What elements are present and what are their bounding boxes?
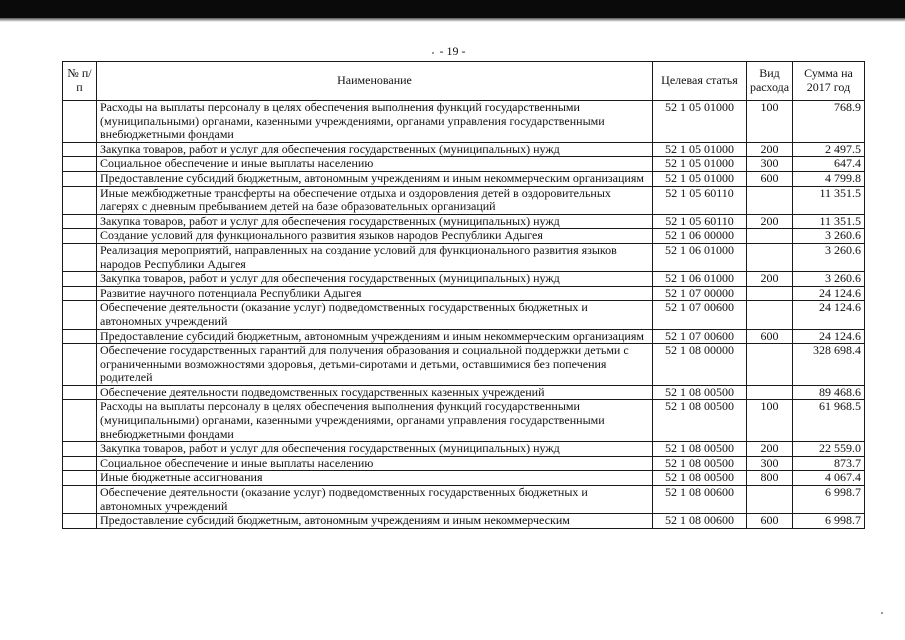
cell-sum: 873.7 (793, 456, 865, 471)
cell-name: Социальное обеспечение и иные выплаты населению (97, 456, 653, 471)
cell-num (63, 272, 97, 287)
cell-num (63, 456, 97, 471)
header-article: Целевая статья (653, 62, 747, 101)
table-row (63, 101, 865, 143)
cell-target-article: 52 1 08 00500 (653, 456, 747, 471)
page-number: - 19 - (439, 44, 466, 58)
cell-expense-kind (747, 186, 793, 214)
cell-target-article: 52 1 08 00600 (653, 486, 747, 514)
cell-target-article: 52 1 07 00600 (653, 329, 747, 344)
cell-sum: 11 351.5 (793, 214, 865, 229)
table-row (63, 385, 865, 400)
table-row (63, 514, 865, 529)
scan-speck (881, 612, 883, 614)
budget-table (62, 61, 865, 529)
cell-sum: 3 260.6 (793, 243, 865, 271)
cell-sum: 11 351.5 (793, 186, 865, 214)
cell-target-article: 52 1 07 00600 (653, 301, 747, 329)
table-row (63, 243, 865, 271)
cell-sum: 6 998.7 (793, 486, 865, 514)
cell-expense-kind (747, 286, 793, 301)
cell-target-article: 52 1 08 00500 (653, 385, 747, 400)
cell-sum: 328 698.4 (793, 344, 865, 386)
cell-target-article: 52 1 06 00000 (653, 229, 747, 244)
cell-num (63, 157, 97, 172)
cell-sum: 3 260.6 (793, 272, 865, 287)
cell-name: Развитие научного потенциала Республики Адыгея (97, 286, 653, 301)
cell-num (63, 286, 97, 301)
cell-name: Закупка товаров, работ и услуг для обеспечения государственных (муниципальных) нужд (97, 272, 653, 287)
cell-target-article: 52 1 07 00000 (653, 286, 747, 301)
cell-num (63, 186, 97, 214)
cell-sum: 6 998.7 (793, 514, 865, 529)
cell-num (63, 142, 97, 157)
table-body (63, 101, 865, 529)
table-row (63, 400, 865, 442)
cell-name: Обеспечение государственных гарантий для получения образования и социальной поддержки детьми с ограниченными возможностями здоровья, детьми-сиротами и детьми, оставшимися без попечения родителей (97, 344, 653, 386)
cell-target-article: 52 1 08 00600 (653, 514, 747, 529)
table-header-row (63, 62, 865, 101)
cell-num (63, 101, 97, 143)
header-kind: Вид расхода (747, 62, 793, 101)
scan-top-border (0, 0, 905, 18)
cell-name: Иные бюджетные ассигнования (97, 471, 653, 486)
cell-name: Реализация мероприятий, направленных на создание условий для функционального развития языков народов Республики Адыгея (97, 243, 653, 271)
cell-name: Предоставление субсидий бюджетным, автономным учреждениям и иным некоммерческим организациям (97, 329, 653, 344)
cell-expense-kind: 300 (747, 157, 793, 172)
table-row (63, 344, 865, 386)
cell-sum: 24 124.6 (793, 286, 865, 301)
table-row (63, 186, 865, 214)
table-row (63, 171, 865, 186)
cell-target-article: 52 1 08 00500 (653, 442, 747, 457)
cell-sum: 2 497.5 (793, 142, 865, 157)
cell-expense-kind (747, 344, 793, 386)
cell-sum: 22 559.0 (793, 442, 865, 457)
cell-num (63, 301, 97, 329)
cell-name: Социальное обеспечение и иные выплаты населению (97, 157, 653, 172)
cell-expense-kind: 600 (747, 171, 793, 186)
cell-expense-kind: 100 (747, 400, 793, 442)
cell-num (63, 344, 97, 386)
cell-expense-kind: 200 (747, 442, 793, 457)
cell-expense-kind: 100 (747, 101, 793, 143)
table-row (63, 329, 865, 344)
cell-num (63, 514, 97, 529)
cell-name: Закупка товаров, работ и услуг для обеспечения государственных (муниципальных) нужд (97, 214, 653, 229)
cell-expense-kind: 200 (747, 142, 793, 157)
cell-name: Создание условий для функционального развития языков народов Республики Адыгея (97, 229, 653, 244)
cell-num (63, 471, 97, 486)
table-row (63, 157, 865, 172)
cell-target-article: 52 1 05 01000 (653, 157, 747, 172)
scan-speck (432, 52, 434, 54)
cell-sum: 4 067.4 (793, 471, 865, 486)
cell-target-article: 52 1 06 01000 (653, 243, 747, 271)
cell-name: Обеспечение деятельности (оказание услуг) подведомственных государственных бюджетных и автономных учреждений (97, 301, 653, 329)
table-row (63, 442, 865, 457)
cell-expense-kind (747, 243, 793, 271)
cell-sum: 3 260.6 (793, 229, 865, 244)
cell-expense-kind: 600 (747, 329, 793, 344)
cell-target-article: 52 1 06 01000 (653, 272, 747, 287)
cell-num (63, 243, 97, 271)
cell-name: Закупка товаров, работ и услуг для обеспечения государственных (муниципальных) нужд (97, 442, 653, 457)
cell-num (63, 400, 97, 442)
table-row (63, 301, 865, 329)
header-name: Наименование (97, 62, 653, 101)
cell-name: Обеспечение деятельности (оказание услуг) подведомственных государственных бюджетных и автономных учреждений (97, 486, 653, 514)
cell-num (63, 329, 97, 344)
cell-expense-kind (747, 385, 793, 400)
cell-expense-kind: 300 (747, 456, 793, 471)
cell-name: Предоставление субсидий бюджетным, автономным учреждениям и иным некоммерческим (97, 514, 653, 529)
table-row (63, 486, 865, 514)
cell-sum: 647.4 (793, 157, 865, 172)
table-row (63, 214, 865, 229)
cell-target-article: 52 1 05 60110 (653, 186, 747, 214)
table-row (63, 471, 865, 486)
table-row (63, 272, 865, 287)
header-num: № п/п (63, 62, 97, 101)
cell-num (63, 229, 97, 244)
cell-sum: 24 124.6 (793, 329, 865, 344)
cell-target-article: 52 1 08 00500 (653, 400, 747, 442)
cell-num (63, 214, 97, 229)
cell-expense-kind (747, 301, 793, 329)
cell-sum: 89 468.6 (793, 385, 865, 400)
cell-name: Иные межбюджетные трансферты на обеспечение отдыха и оздоровления детей в оздоровительных лагерях с дневным пребыванием детей на базе образовательных организаций (97, 186, 653, 214)
cell-target-article: 52 1 08 00000 (653, 344, 747, 386)
cell-name: Предоставление субсидий бюджетным, автономным учреждениям и иным некоммерческим организациям (97, 171, 653, 186)
table-row (63, 286, 865, 301)
cell-expense-kind (747, 229, 793, 244)
cell-expense-kind: 200 (747, 272, 793, 287)
cell-expense-kind: 600 (747, 514, 793, 529)
cell-target-article: 52 1 05 01000 (653, 171, 747, 186)
header-sum: Сумма на 2017 год (793, 62, 865, 101)
cell-target-article: 52 1 08 00500 (653, 471, 747, 486)
cell-sum: 24 124.6 (793, 301, 865, 329)
cell-sum: 768.9 (793, 101, 865, 143)
cell-target-article: 52 1 05 01000 (653, 101, 747, 143)
cell-target-article: 52 1 05 60110 (653, 214, 747, 229)
cell-num (63, 385, 97, 400)
cell-name: Закупка товаров, работ и услуг для обеспечения государственных (муниципальных) нужд (97, 142, 653, 157)
cell-expense-kind: 200 (747, 214, 793, 229)
cell-expense-kind (747, 486, 793, 514)
cell-expense-kind: 800 (747, 471, 793, 486)
cell-num (63, 171, 97, 186)
table-row (63, 456, 865, 471)
table-row (63, 142, 865, 157)
cell-sum: 61 968.5 (793, 400, 865, 442)
cell-name: Обеспечение деятельности подведомственных государственных казенных учреждений (97, 385, 653, 400)
scan-top-shadow (0, 18, 905, 22)
table-row (63, 229, 865, 244)
cell-name: Расходы на выплаты персоналу в целях обеспечения выполнения функций государственными (муниципальными) органами, казенными учреждениями, органами управления государственными внебюджетными фондами (97, 101, 653, 143)
cell-num (63, 442, 97, 457)
cell-target-article: 52 1 05 01000 (653, 142, 747, 157)
cell-sum: 4 799.8 (793, 171, 865, 186)
cell-num (63, 486, 97, 514)
cell-name: Расходы на выплаты персоналу в целях обеспечения выполнения функций государственными (муниципальными) органами, казенными учреждениями, органами управления государственными внебюджетными фондами (97, 400, 653, 442)
